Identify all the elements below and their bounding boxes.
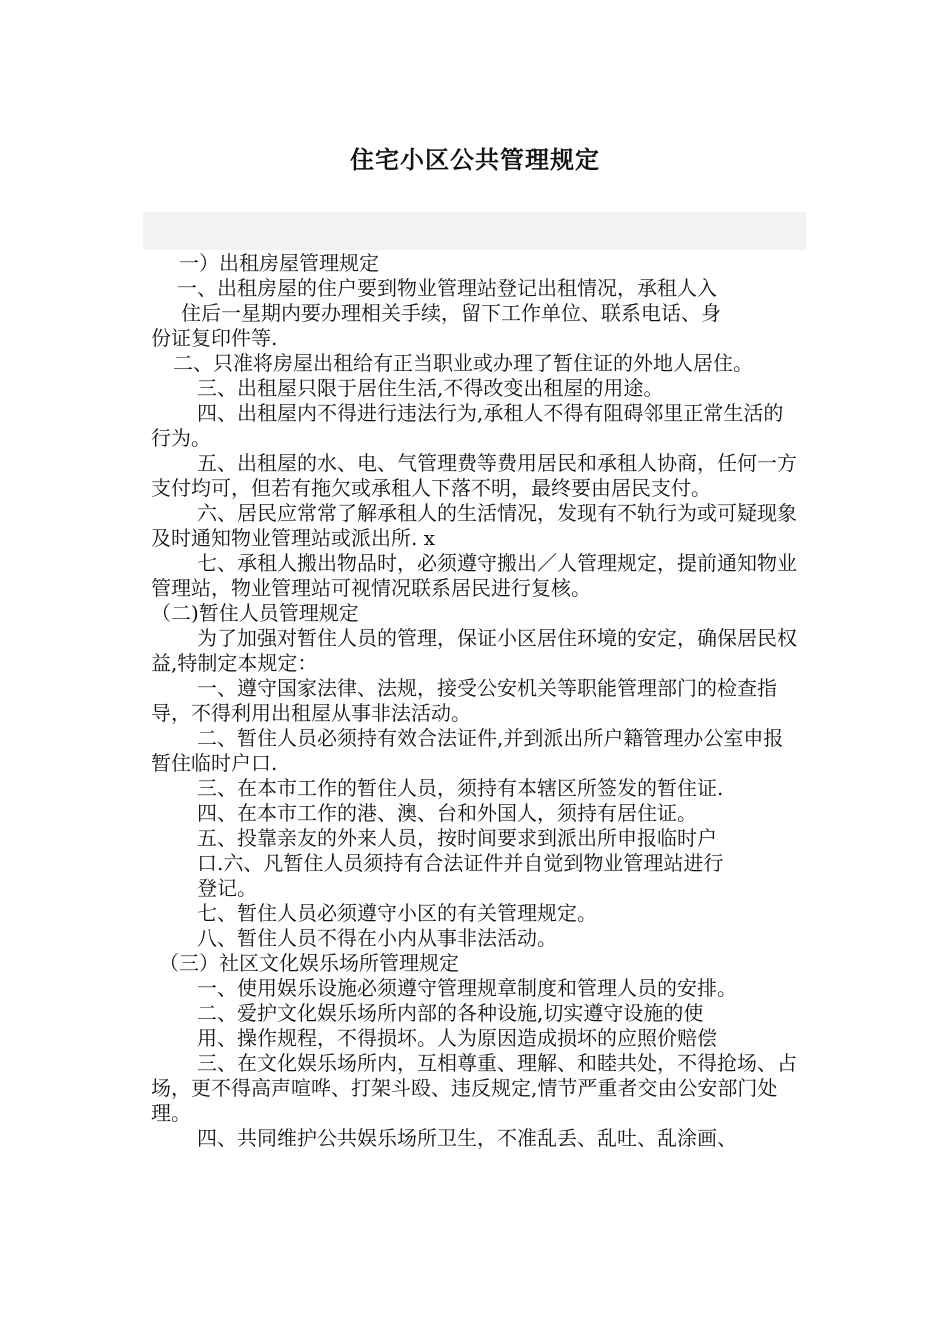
paragraph: 五、投靠亲友的外来人员，按时间要求到派出所申报临时户	[197, 826, 717, 850]
paragraph: 五、出租屋的水、电、气管理费等费用居民和承租人协商，任何一方支付均可，但若有拖欠或承租人下落不明，最终要由居民支付。	[151, 451, 797, 500]
paragraph: 份证复印件等.	[151, 326, 278, 350]
paragraph: 三、出租屋只限于居住生活,不得改变出租屋的用途。	[197, 376, 664, 400]
section-heading-2: （二)暂住人员管理规定	[151, 601, 359, 625]
paragraph: 二、只准将房屋出租给有正当职业或办理了暂住证的外地人居住。	[173, 351, 753, 375]
paragraph: 一、出租房屋的住户要到物业管理站登记出租情况，承租人入	[177, 276, 717, 300]
paragraph: 二、爱护文化娱乐场所内部的各种设施,切实遵守设施的使	[197, 1001, 704, 1025]
paragraph: 登记。	[197, 876, 257, 900]
section-heading-3: （三）社区文化娱乐场所管理规定	[159, 951, 459, 975]
paragraph: 为了加强对暂住人员的管理，保证小区居住环境的安定，确保居民权益,特制定本规定：	[151, 626, 797, 675]
paragraph: 四、在本市工作的港、澳、台和外国人，须持有居住证。	[197, 801, 697, 825]
gray-band	[143, 212, 806, 250]
document-body	[151, 251, 803, 1151]
paragraph: 二、暂住人员必须持有效合法证件,并到派出所户籍管理办公室申报暂住临时户口.	[151, 726, 784, 775]
paragraph: 住后一星期内要办理相关手续，留下工作单位、联系电话、身	[181, 301, 721, 325]
paragraph: 六、居民应常常了解承租人的生活情况，发现有不轨行为或可疑现象及时通知物业管理站或派出所. x	[151, 501, 797, 550]
paragraph: 七、暂住人员必须遵守小区的有关管理规定。	[197, 901, 597, 925]
paragraph: 八、暂住人员不得在小内从事非法活动。	[197, 926, 557, 950]
paragraph: 三、在文化娱乐场所内，互相尊重、理解、和睦共处，不得抢场、占场，更不得高声喧哗、打架斗殴、违反规定,情节严重者交由公安部门处理。	[151, 1051, 797, 1125]
paragraph: 一、使用娱乐设施必须遵守管理规章制度和管理人员的安排。	[197, 976, 737, 1000]
paragraph: 七、承租人搬出物品时，必须遵守搬出／人管理规定，提前通知物业管理站，物业管理站可视情况联系居民进行复核。	[151, 551, 797, 600]
paragraph: 用、操作规程，不得损坏。人为原因造成损坏的应照价赔偿	[197, 1026, 717, 1050]
paragraph: 四、出租屋内不得进行违法行为,承租人不得有阻碍邻里正常生活的行为。	[151, 401, 784, 450]
paragraph: 三、在本市工作的暂住人员，须持有本辖区所签发的暂住证.	[197, 776, 724, 800]
paragraph: 四、共同维护公共娱乐场所卫生，不准乱丢、乱吐、乱涂画、	[197, 1126, 737, 1150]
paragraph: 一、遵守国家法律、法规，接受公安机关等职能管理部门的检查指导，不得利用出租屋从事非法活动。	[151, 676, 777, 725]
document-title: 住宅小区公共管理规定	[350, 146, 600, 174]
section-heading-1: 一）出租房屋管理规定	[179, 251, 379, 275]
paragraph: 口.六、凡暂住人员须持有合法证件并自觉到物业管理站进行	[197, 851, 724, 875]
